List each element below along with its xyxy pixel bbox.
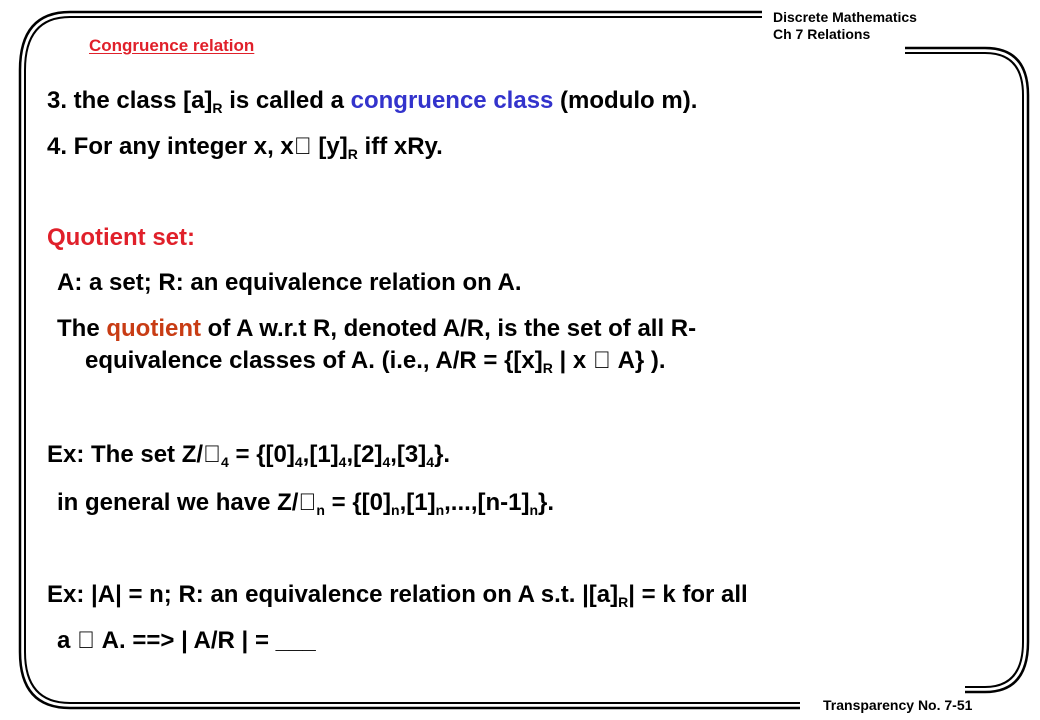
- quotient-set-heading: Quotient set:: [47, 224, 195, 251]
- line-exercise: Ex: |A| = n; R: an equivalence relation on A s.t. $|[a]_R| = k$ for all: [47, 581, 748, 610]
- line-quotient-definition: The quotient of A w.r.t R, denoted A/R, is the set of all R-: [57, 315, 697, 342]
- line-exercise-cont: a A. ==> | A/R | = ___: [57, 627, 291, 654]
- line-congruence-class: 3. the class $[a]_R$ is called a congruence class (modulo m).: [47, 87, 698, 116]
- course-name: Discrete Mathematics: [773, 9, 917, 25]
- header: [773, 9, 917, 43]
- transparency-number: Transparency No. 7-51: [823, 697, 973, 713]
- line-set-definition: A: a set; R: an equivalence relation on A.: [57, 269, 522, 296]
- line-membership: 4. For any integer x, x $[y]_R$ iff xRy.: [47, 133, 425, 162]
- line-example-z4: Ex: The set Z/ $_4 = \{[0]_4,[1]_4,[2]_4,[3]_4\}$.: [47, 441, 439, 470]
- line-quotient-definition-cont: equivalence classes of A. (i.e., $A/R = \{[x]_R$ | x A} ).: [85, 347, 641, 376]
- slide-title: Congruence relation: [89, 36, 255, 55]
- term-quotient: quotient: [106, 315, 201, 342]
- chapter-name: Ch 7 Relations: [773, 26, 871, 42]
- line-example-zn: in general we have Z/ $_n = \{[0]_n,[1]_n,...,[n-1]_n\}$.: [57, 489, 543, 518]
- term-congruence-class: congruence class: [350, 87, 554, 114]
